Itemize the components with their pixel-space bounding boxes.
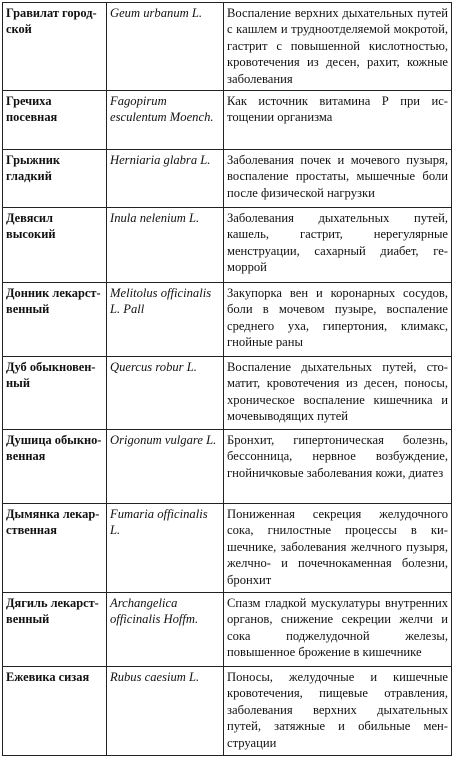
- plant-name: Дягиль лекарственный: [3, 593, 107, 667]
- table-row: [3, 150, 452, 208]
- table-row: [3, 357, 452, 430]
- medical-use: Закупорка вен и коронарных сосудов, боли в мочевом пузыре, воспаление среднего уха, гипертония, климакс, гнойные раны: [224, 283, 452, 357]
- plant-name: Гречиха посевная: [3, 91, 107, 150]
- latin-name: Melitolus officinalis L. Pall: [107, 283, 224, 357]
- medical-use: Как источник витамина Р при истощении организма: [224, 91, 452, 150]
- latin-name: Fumaria officinalis L.: [107, 504, 224, 593]
- medical-use: Заболевания почек и мочевого пузыря, воспаление простаты, мышечные боли после физической нагрузки: [224, 150, 452, 208]
- medical-use: Пониженная секреция желудочного сока, гнилостные процессы в кишечнике, заболевания желчного пузыря, желчно- и почечнокаменная болезни, бронхит: [224, 504, 452, 593]
- latin-name: Quercus robur L.: [107, 357, 224, 430]
- table-row: [3, 593, 452, 667]
- table-row: [3, 504, 452, 593]
- latin-name: Fagopirum esculentum Moench.: [107, 91, 224, 150]
- medical-use: Воспаление дыхательных путей, стоматит, кровотечения из десен, поносы, хроническое воспаление кишечника и мочевыводящих путей: [224, 357, 452, 430]
- plant-name: Гравилат городской: [3, 3, 107, 91]
- medical-use: Воспаление верхних дыхательных путей с кашлем и трудноотделяемой мокротой, гастрит с повышенной кислотностью, кровотечения из десен, рахит, кожные заболевания: [224, 3, 452, 91]
- plant-name: Ежевика сизая: [3, 667, 107, 756]
- medical-use: Спазм гладкой мускулатуры внутренних органов, снижение секреции желчи и сока поджелудочной железы, повышенное брожение в кишечнике: [224, 593, 452, 667]
- table-row: [3, 91, 452, 150]
- herb-table-body: [3, 3, 452, 756]
- herb-table: [2, 2, 452, 756]
- latin-name: Rubus caesium L.: [107, 667, 224, 756]
- table-row: [3, 667, 452, 756]
- medical-use: Поносы, желудочные и кишечные кровотечения, пищевые отравления, заболевания верхних дыхательных путей, затяжные и обильные менструации: [224, 667, 452, 756]
- table-row: [3, 208, 452, 283]
- plant-name: Дуб обыкновенный: [3, 357, 107, 430]
- latin-name: Inula nelenium L.: [107, 208, 224, 283]
- table-row: [3, 430, 452, 504]
- medical-use: Бронхит, гипертоническая болезнь, бессонница, нервное возбуждение, гнойничковые заболевания кожи, диатез: [224, 430, 452, 504]
- plant-name: Донник лекарственный: [3, 283, 107, 357]
- latin-name: Origonum vulgare L.: [107, 430, 224, 504]
- plant-name: Грыжник гладкий: [3, 150, 107, 208]
- plant-name: Дымянка лекарственная: [3, 504, 107, 593]
- latin-name: Herniaria glabra L.: [107, 150, 224, 208]
- plant-name: Душица обыкновенная: [3, 430, 107, 504]
- latin-name: Archangelica officinalis Hoffm.: [107, 593, 224, 667]
- latin-name: Geum urbanum L.: [107, 3, 224, 91]
- medical-use: Заболевания дыхательных путей, кашель, гастрит, нерегулярные менструации, сахарный диабет, геморрой: [224, 208, 452, 283]
- table-row: [3, 283, 452, 357]
- plant-name: Девясил высокий: [3, 208, 107, 283]
- table-row: [3, 3, 452, 91]
